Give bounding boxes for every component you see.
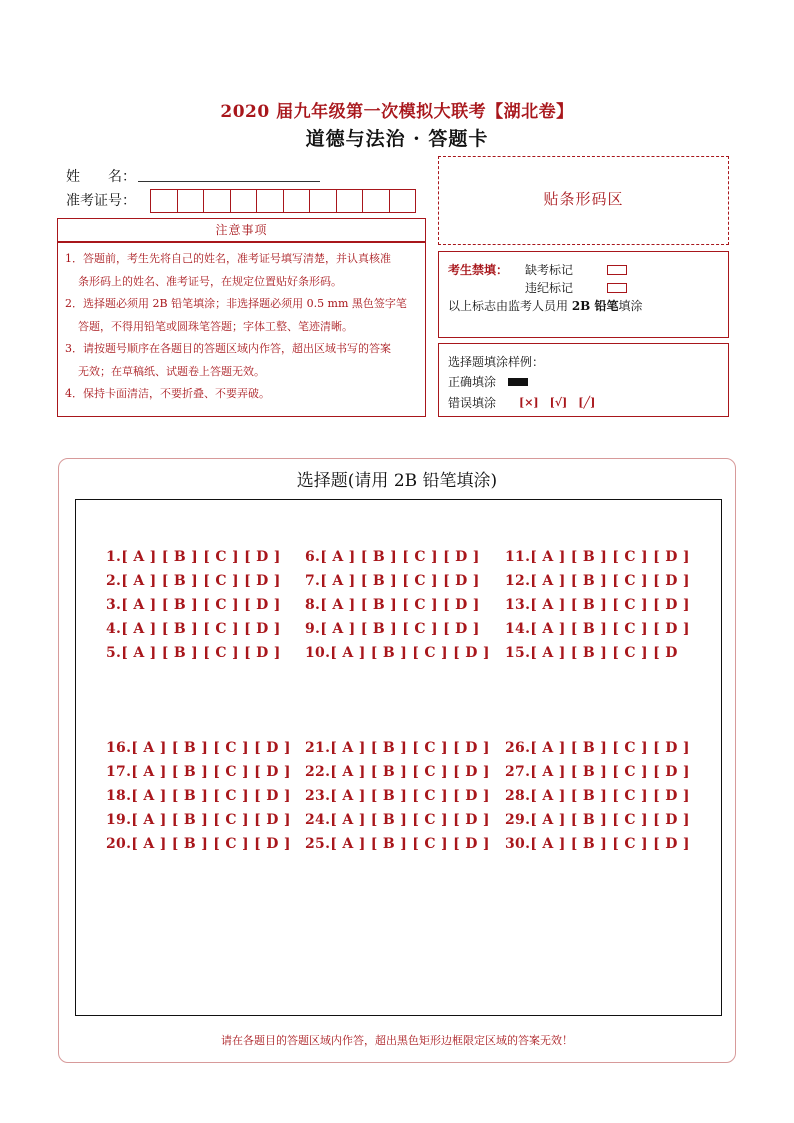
- question-number: 3.: [106, 597, 122, 613]
- question-row[interactable]: [106, 597, 281, 613]
- question-row[interactable]: [106, 549, 281, 565]
- violation-label: 违纪标记: [525, 281, 574, 295]
- answer-options[interactable]: [ A ] [ B ] [ C ] [ D ]: [330, 788, 490, 804]
- answer-options[interactable]: [ A ] [ B ] [ C ] [ D ]: [530, 621, 690, 637]
- answer-area-warning: 请在各题目的答题区域内作答，超出黑色矩形边框限定区域的答案无效！: [221, 1034, 573, 1047]
- question-number: 20.: [106, 836, 132, 852]
- answer-options[interactable]: [ A ] [ B ] [ C ] [ D: [530, 645, 678, 661]
- id-digit-box[interactable]: [204, 190, 231, 212]
- notice-item: 1．答题前，考生先将自己的姓名，准考证号填写清楚，并认真核准: [65, 252, 391, 265]
- answer-options[interactable]: [ A ] [ B ] [ C ] [ D ]: [121, 573, 281, 589]
- question-row[interactable]: [305, 836, 490, 852]
- question-number: 9.: [305, 621, 321, 637]
- answer-options[interactable]: [ A ] [ B ] [ C ] [ D ]: [330, 740, 490, 756]
- id-digit-box[interactable]: [337, 190, 364, 212]
- notice-item: 3．请按题号顺序在各题目的答题区域内作答，超出区域书写的答案: [65, 342, 391, 355]
- question-number: 8.: [305, 597, 321, 613]
- notice-item-cont: 答题，不得用铅笔或圆珠笔答题；字体工整、笔迹清晰。: [78, 319, 353, 333]
- fill-sample-box: [438, 343, 729, 417]
- question-row[interactable]: [305, 812, 490, 828]
- question-number: 12.: [505, 573, 531, 589]
- question-number: 27.: [505, 764, 531, 780]
- question-number: 19.: [106, 812, 132, 828]
- answer-options[interactable]: [ A ] [ B ] [ C ] [ D ]: [320, 573, 480, 589]
- question-number: 2.: [106, 573, 122, 589]
- question-number: 6.: [305, 549, 321, 565]
- question-number: 13.: [505, 597, 531, 613]
- question-row[interactable]: [305, 549, 480, 565]
- question-number: 14.: [505, 621, 531, 637]
- answer-options[interactable]: [ A ] [ B ] [ C ] [ D ]: [530, 573, 690, 589]
- answer-options[interactable]: [ A ] [ B ] [ C ] [ D ]: [530, 764, 690, 780]
- answer-options[interactable]: [ A ] [ B ] [ C ] [ D ]: [121, 645, 281, 661]
- question-number: 26.: [505, 740, 531, 756]
- question-row[interactable]: [305, 597, 480, 613]
- answer-options[interactable]: [ A ] [ B ] [ C ] [ D ]: [121, 549, 281, 565]
- answer-options[interactable]: [ A ] [ B ] [ C ] [ D ]: [320, 549, 480, 565]
- choice-title: 选择题(请用 2B 铅笔填涂): [296, 471, 498, 491]
- question-number: 17.: [106, 764, 132, 780]
- answer-options[interactable]: [ A ] [ B ] [ C ] [ D ]: [330, 812, 490, 828]
- question-row[interactable]: [505, 812, 690, 828]
- id-digit-box[interactable]: [310, 190, 337, 212]
- absent-label: 缺考标记: [525, 263, 574, 277]
- answer-options[interactable]: [ A ] [ B ] [ C ] [ D ]: [530, 549, 690, 565]
- question-row[interactable]: [505, 645, 678, 661]
- answer-options[interactable]: [ A ] [ B ] [ C ] [ D ]: [530, 597, 690, 613]
- question-row[interactable]: [106, 788, 291, 804]
- question-row[interactable]: [505, 836, 690, 852]
- proctor-note: 以上标志由监考人员用 2B 铅笔填涂: [448, 299, 643, 313]
- notice-item: 4．保持卡面清洁，不要折叠、不要弄破。: [65, 387, 270, 400]
- answer-options[interactable]: [ A ] [ B ] [ C ] [ D ]: [330, 764, 490, 780]
- answer-options[interactable]: [ A ] [ B ] [ C ] [ D ]: [121, 621, 281, 637]
- question-number: 10.: [305, 645, 331, 661]
- notice-item-cont: 条形码上的姓名、准考证号，在规定位置贴好条形码。: [78, 274, 342, 288]
- correct-fill-sample: [508, 374, 528, 388]
- notice-item: 2．选择题必须用 2B 铅笔填涂；非选择题必须用 0.5 mm 黑色签字笔: [65, 297, 407, 310]
- question-number: 28.: [505, 788, 531, 804]
- question-row[interactable]: [305, 573, 480, 589]
- question-number: 30.: [505, 836, 531, 852]
- answer-options[interactable]: [ A ] [ B ] [ C ] [ D ]: [320, 621, 480, 637]
- answer-options[interactable]: [ A ] [ B ] [ C ] [ D ]: [330, 836, 490, 852]
- id-digit-box[interactable]: [178, 190, 205, 212]
- answer-options[interactable]: [ A ] [ B ] [ C ] [ D ]: [530, 740, 690, 756]
- question-row[interactable]: [505, 597, 690, 613]
- question-number: 22.: [305, 764, 331, 780]
- proctor-marks-box: [438, 251, 729, 338]
- question-row[interactable]: [305, 740, 490, 756]
- name-label: 姓 名：: [66, 169, 136, 185]
- subject-title: 道德与法治 · 答题卡: [305, 128, 489, 150]
- question-number: 25.: [305, 836, 331, 852]
- name-field[interactable]: [138, 181, 320, 182]
- notice-item-cont: 无效；在草稿纸、试题卷上答题无效。: [78, 364, 265, 378]
- question-row[interactable]: [505, 573, 690, 589]
- question-row[interactable]: [106, 621, 281, 637]
- question-row[interactable]: [106, 764, 291, 780]
- question-row[interactable]: [305, 621, 480, 637]
- question-number: 7.: [305, 573, 321, 589]
- wrong-label: 错误填涂: [448, 396, 497, 410]
- absent-mark-box[interactable]: [607, 262, 627, 276]
- answer-options[interactable]: [ A ] [ B ] [ C ] [ D ]: [131, 836, 291, 852]
- forbid-title: 考生禁填：: [448, 263, 509, 277]
- answer-options[interactable]: [ A ] [ B ] [ C ] [ D ]: [131, 812, 291, 828]
- question-number: 5.: [106, 645, 122, 661]
- notice-body: [57, 242, 426, 417]
- question-row[interactable]: [106, 740, 291, 756]
- answer-options[interactable]: [ A ] [ B ] [ C ] [ D ]: [131, 788, 291, 804]
- question-number: 11.: [505, 549, 531, 565]
- exam-id-boxes[interactable]: [150, 189, 416, 213]
- answer-options[interactable]: [ A ] [ B ] [ C ] [ D ]: [330, 645, 490, 661]
- question-number: 29.: [505, 812, 531, 828]
- id-digit-box[interactable]: [257, 190, 284, 212]
- exam-title: 2020 届九年级第一次模拟大联考【湖北卷】: [220, 102, 574, 122]
- question-row[interactable]: [106, 812, 291, 828]
- question-row[interactable]: [106, 645, 281, 661]
- answer-options[interactable]: [ A ] [ B ] [ C ] [ D ]: [530, 788, 690, 804]
- question-row[interactable]: [505, 740, 690, 756]
- barcode-area[interactable]: 贴条形码区: [438, 156, 729, 245]
- id-digit-box[interactable]: [231, 190, 258, 212]
- question-number: 4.: [106, 621, 122, 637]
- question-row[interactable]: [505, 788, 690, 804]
- answer-options[interactable]: [ A ] [ B ] [ C ] [ D ]: [530, 812, 690, 828]
- notice-title: 注意事项: [57, 218, 426, 242]
- violation-mark-box[interactable]: [607, 280, 627, 294]
- id-digit-box[interactable]: [363, 190, 390, 212]
- question-row[interactable]: [505, 549, 690, 565]
- id-digit-box[interactable]: [151, 190, 178, 212]
- wrong-fill-samples: [×] [√] [╱]: [519, 396, 596, 409]
- question-row[interactable]: [505, 764, 690, 780]
- answer-options[interactable]: [ A ] [ B ] [ C ] [ D ]: [530, 836, 690, 852]
- question-row[interactable]: [505, 621, 690, 637]
- question-number: 15.: [505, 645, 531, 661]
- answer-options[interactable]: [ A ] [ B ] [ C ] [ D ]: [131, 740, 291, 756]
- question-number: 23.: [305, 788, 331, 804]
- answer-options[interactable]: [ A ] [ B ] [ C ] [ D ]: [320, 597, 480, 613]
- question-row[interactable]: [305, 645, 490, 661]
- id-digit-box[interactable]: [390, 190, 416, 212]
- answer-options[interactable]: [ A ] [ B ] [ C ] [ D ]: [131, 764, 291, 780]
- question-number: 21.: [305, 740, 331, 756]
- question-row[interactable]: [305, 764, 490, 780]
- question-row[interactable]: [305, 788, 490, 804]
- question-number: 18.: [106, 788, 132, 804]
- answer-options[interactable]: [ A ] [ B ] [ C ] [ D ]: [121, 597, 281, 613]
- question-number: 1.: [106, 549, 122, 565]
- id-label: 准考证号：: [66, 193, 136, 209]
- question-row[interactable]: [106, 836, 291, 852]
- question-number: 16.: [106, 740, 132, 756]
- question-number: 24.: [305, 812, 331, 828]
- question-row[interactable]: [106, 573, 281, 589]
- id-digit-box[interactable]: [284, 190, 311, 212]
- correct-label: 正确填涂: [448, 375, 497, 389]
- sample-title: 选择题填涂样例：: [448, 355, 545, 369]
